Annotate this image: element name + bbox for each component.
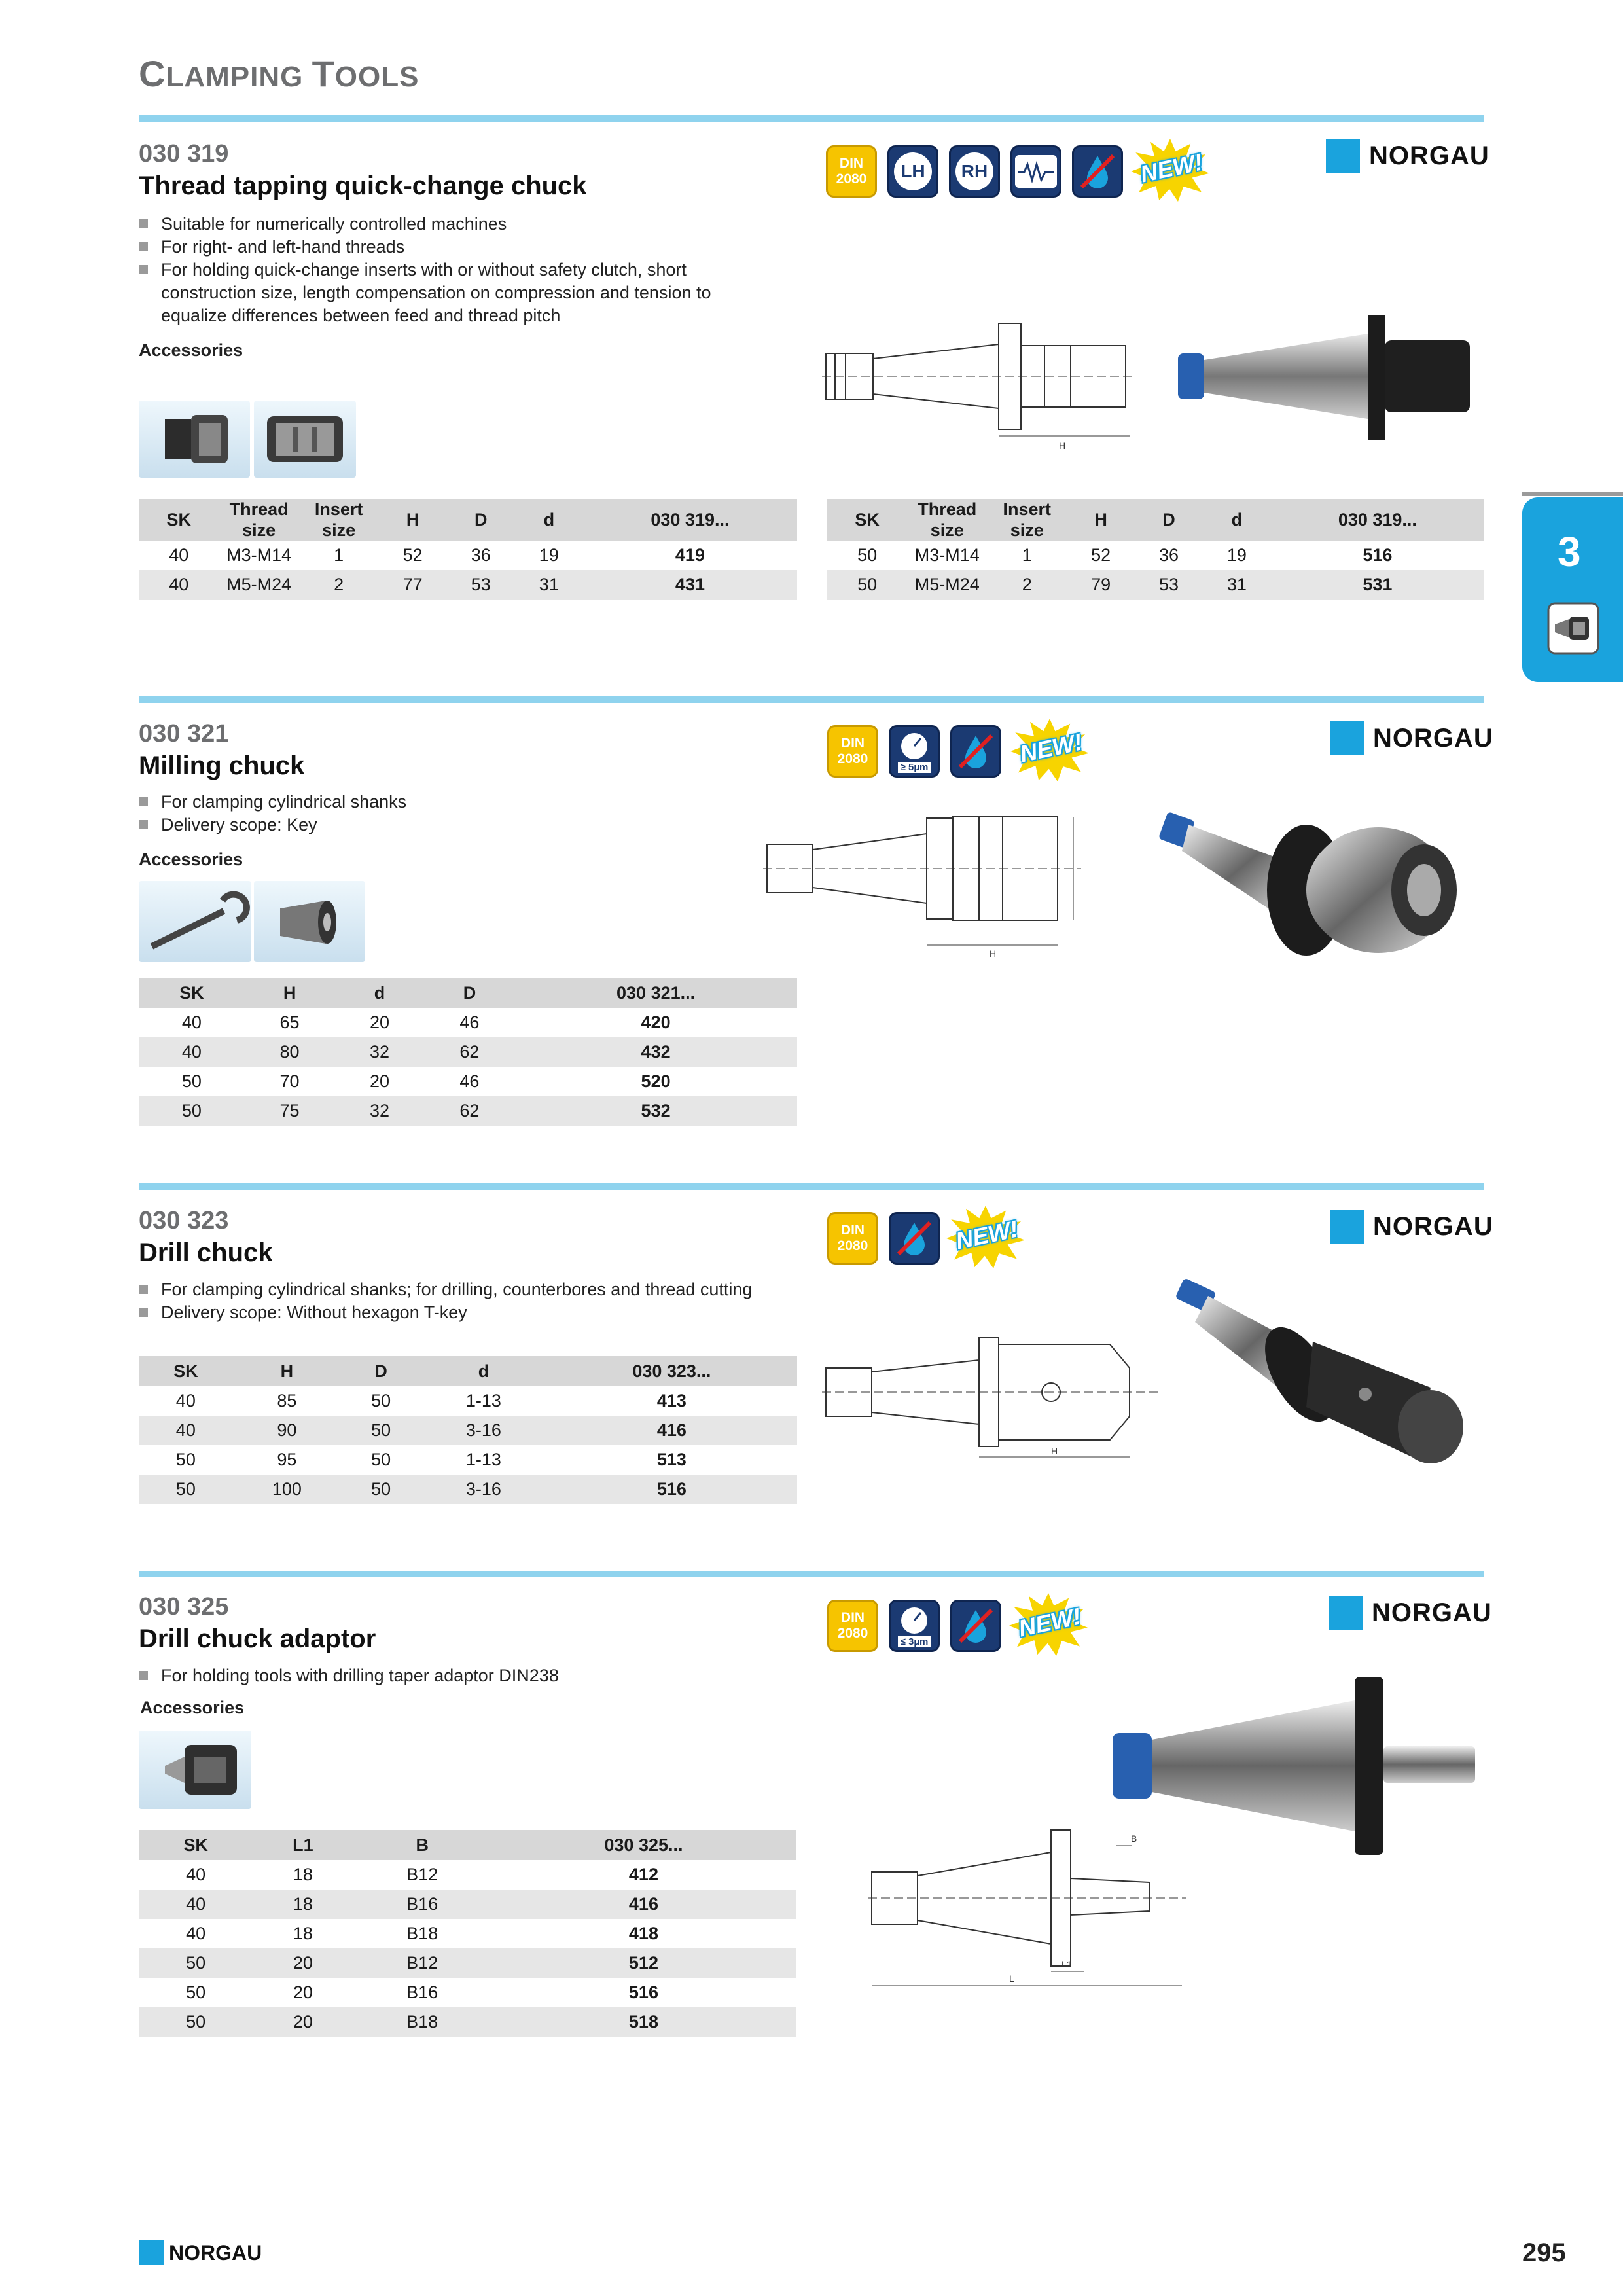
table-row: 40 80 32 62 432 (139, 1037, 797, 1067)
tap-chuck-photo (1171, 308, 1479, 452)
feature-item: For clamping cylindrical shanks; for drilling, counterbores and thread cutting (139, 1278, 800, 1301)
collet-icon (254, 881, 365, 962)
technical-drawing-drill-chuck (822, 1329, 1162, 1466)
col-d-outer: D (341, 1356, 421, 1386)
col-h: H (233, 1356, 342, 1386)
section-rule (139, 1571, 1484, 1577)
no-coolant-badge (950, 725, 1001, 778)
product-photo-drill-chuck (1169, 1270, 1483, 1473)
feature-item: Delivery scope: Without hexagon T-key (139, 1301, 800, 1324)
table-row: 50 20 B16 516 (186, 1982, 658, 2002)
col-article: 030 323... (546, 1356, 797, 1386)
section-rule (139, 696, 1484, 703)
feature-list (139, 213, 754, 327)
feature-item: Delivery scope: Key (139, 814, 754, 836)
new-label: NEW! (953, 1215, 1021, 1255)
col-sk: SK (139, 978, 245, 1008)
table-row: 40 65 20 46 420 (181, 1013, 671, 1032)
feature-item: For holding tools with drilling taper adaptor DIN238 (139, 1664, 754, 1687)
chuck-icon (1547, 602, 1599, 655)
col-article: 030 319... (1271, 499, 1484, 541)
no-coolant-icon (956, 732, 995, 771)
din-2080-badge: DIN 2080 (827, 725, 878, 778)
col-sk: SK (827, 499, 907, 541)
table-row: 50 20 B18 518 (139, 2007, 796, 2037)
spec-table-sk50 (827, 499, 1484, 600)
hook-key-icon (139, 881, 251, 962)
new-label: NEW! (1017, 728, 1085, 768)
technical-drawing-tap-chuck (822, 308, 1136, 458)
table-row: 40 18 B18 418 (186, 1924, 658, 1943)
table-row: 50 75 32 62 532 (139, 1096, 797, 1126)
col-d-outer: D (447, 499, 515, 541)
product-name: Milling chuck (139, 751, 305, 780)
accessory-photo-insert-clutch[interactable] (254, 401, 356, 478)
col-d-outer: D (425, 978, 514, 1008)
technical-drawing-drill-chuck-adaptor (868, 1826, 1188, 1996)
brand-logo: NORGAU (1329, 1596, 1492, 1630)
article-number: 030 323 (139, 1207, 229, 1234)
table-row: 40 18 B12 412 (186, 1865, 658, 1884)
col-d-range: d (421, 1356, 546, 1386)
feature-list (139, 1278, 800, 1324)
col-sk: SK (139, 499, 219, 541)
col-h: H (379, 499, 447, 541)
col-article: 030 321... (514, 978, 797, 1008)
col-h: H (245, 978, 334, 1008)
table-row: 50 M3-M14 1 52 36 19 516 (857, 545, 1393, 565)
feature-item: For clamping cylindrical shanks (139, 791, 754, 814)
col-insert-size: Insert size (299, 499, 379, 541)
spec-table-drill-chuck (139, 1356, 797, 1504)
feature-item: For right- and left-hand threads (139, 236, 754, 259)
milling-chuck-photo (1149, 792, 1476, 960)
col-sk: SK (139, 1356, 233, 1386)
svg-text:H: H (1059, 440, 1066, 451)
col-b: B (353, 1830, 491, 1860)
no-coolant-icon (956, 1606, 995, 1645)
brand-logo: NORGAU (1330, 1210, 1493, 1244)
page-number: 295 (1522, 2238, 1566, 2267)
left-hand-badge: LH (887, 145, 938, 198)
chapter-number: 3 (1558, 528, 1581, 575)
chapter-tab[interactable] (1522, 497, 1623, 682)
no-coolant-badge (950, 1600, 1001, 1652)
dial-gauge-icon (899, 730, 930, 761)
svg-text:L1: L1 (1061, 1959, 1072, 1969)
svg-text:H: H (1051, 1446, 1058, 1456)
page-title: CLAMPING TOOLS (139, 53, 419, 94)
table-row: 40 M3-M14 1 52 36 19 419 (169, 545, 705, 565)
header-rule (139, 115, 1484, 122)
table-row: 50 70 20 46 520 (181, 1071, 671, 1091)
accessories-label: Accessories (139, 340, 243, 360)
right-hand-badge: RH (949, 145, 1000, 198)
table-row: 40 90 50 3-16 416 (139, 1416, 797, 1445)
drill-chuck-icon (139, 1731, 251, 1809)
table-row: 50 20 B12 512 (139, 1948, 796, 1978)
din-2080-badge: DIN 2080 (827, 1212, 878, 1265)
product-photo-milling-chuck (1149, 792, 1476, 960)
footer-brand: NORGAU (169, 2241, 262, 2265)
spec-table-sk40 (139, 499, 797, 600)
col-thread-size: Thread size (907, 499, 987, 541)
article-number: 030 321 (139, 720, 229, 747)
table-row: 40 M5-M24 2 77 53 31 431 (139, 570, 797, 600)
section-rule (139, 1183, 1484, 1190)
brand-logo: NORGAU (1330, 721, 1493, 755)
runout-badge: ≤ 3µm (889, 1600, 940, 1652)
feature-list (139, 1664, 754, 1687)
accessories-label: Accessories (139, 850, 243, 869)
col-article: 030 325... (491, 1830, 796, 1860)
svg-text:H: H (990, 948, 997, 959)
no-coolant-badge (1072, 145, 1123, 198)
dial-gauge-icon (899, 1605, 930, 1635)
insert-icon (139, 401, 250, 478)
col-h: H (1067, 499, 1135, 541)
svg-text:L: L (1009, 1973, 1014, 1984)
brand-logo: NORGAU (1326, 139, 1489, 173)
table-row: 40 18 B16 416 (139, 1890, 796, 1919)
article-number: 030 319 (139, 140, 229, 168)
product-name: Thread tapping quick-change chuck (139, 171, 587, 200)
svg-text:B: B (1131, 1833, 1137, 1844)
col-l1: L1 (253, 1830, 353, 1860)
product-name: Drill chuck adaptor (139, 1624, 376, 1653)
spring-icon (1015, 155, 1057, 188)
spec-table-drill-chuck-adaptor (139, 1830, 796, 2037)
col-insert-size: Insert size (987, 499, 1067, 541)
no-coolant-badge (889, 1212, 940, 1265)
runout-badge: ≥ 5µm (889, 725, 940, 778)
technical-drawing-milling-chuck (763, 805, 1084, 962)
new-label: NEW! (1016, 1602, 1084, 1642)
col-sk: SK (139, 1830, 253, 1860)
table-row: 50 95 50 1-13 513 (175, 1450, 687, 1469)
table-row: 50 M5-M24 2 79 53 31 531 (827, 570, 1484, 600)
product-name: Drill chuck (139, 1238, 273, 1267)
no-coolant-icon (895, 1219, 934, 1258)
accessory-photo-collet[interactable] (254, 881, 365, 962)
col-article: 030 319... (583, 499, 797, 541)
side-tab-line (1522, 492, 1623, 496)
din-2080-badge: DIN 2080 (827, 1600, 878, 1652)
feature-item: For holding quick-change inserts with or without safety clutch, short construction size, length compensation on compression and tension to equalize differences between feed and thread pitch (139, 259, 754, 327)
accessories-label: Accessories (140, 1698, 245, 1717)
col-d-inner: d (1203, 499, 1271, 541)
footer-logo-square (139, 2240, 164, 2265)
spec-table-milling-chuck (139, 978, 797, 1126)
article-number: 030 325 (139, 1593, 229, 1621)
insert-clutch-icon (254, 401, 356, 478)
din-2080-badge: DIN 2080 (826, 145, 877, 198)
feature-list (139, 791, 754, 836)
col-d-inner: d (515, 499, 583, 541)
feature-item: Suitable for numerically controlled machines (139, 213, 754, 236)
new-label: NEW! (1137, 148, 1205, 188)
col-d-outer: D (1135, 499, 1203, 541)
col-d-inner: d (334, 978, 424, 1008)
table-row: 50 100 50 3-16 516 (139, 1475, 797, 1504)
col-thread-size: Thread size (219, 499, 299, 541)
accessory-photo-drill-chuck[interactable] (139, 1731, 251, 1809)
length-compensation-badge (1010, 145, 1061, 198)
accessory-photo-key[interactable] (139, 881, 251, 962)
product-photo-tap-chuck (1171, 308, 1479, 452)
accessory-photo-insert[interactable] (139, 401, 250, 478)
no-coolant-icon (1078, 152, 1117, 191)
drill-chuck-photo (1169, 1270, 1483, 1473)
table-row: 40 85 50 1-13 413 (175, 1391, 687, 1410)
